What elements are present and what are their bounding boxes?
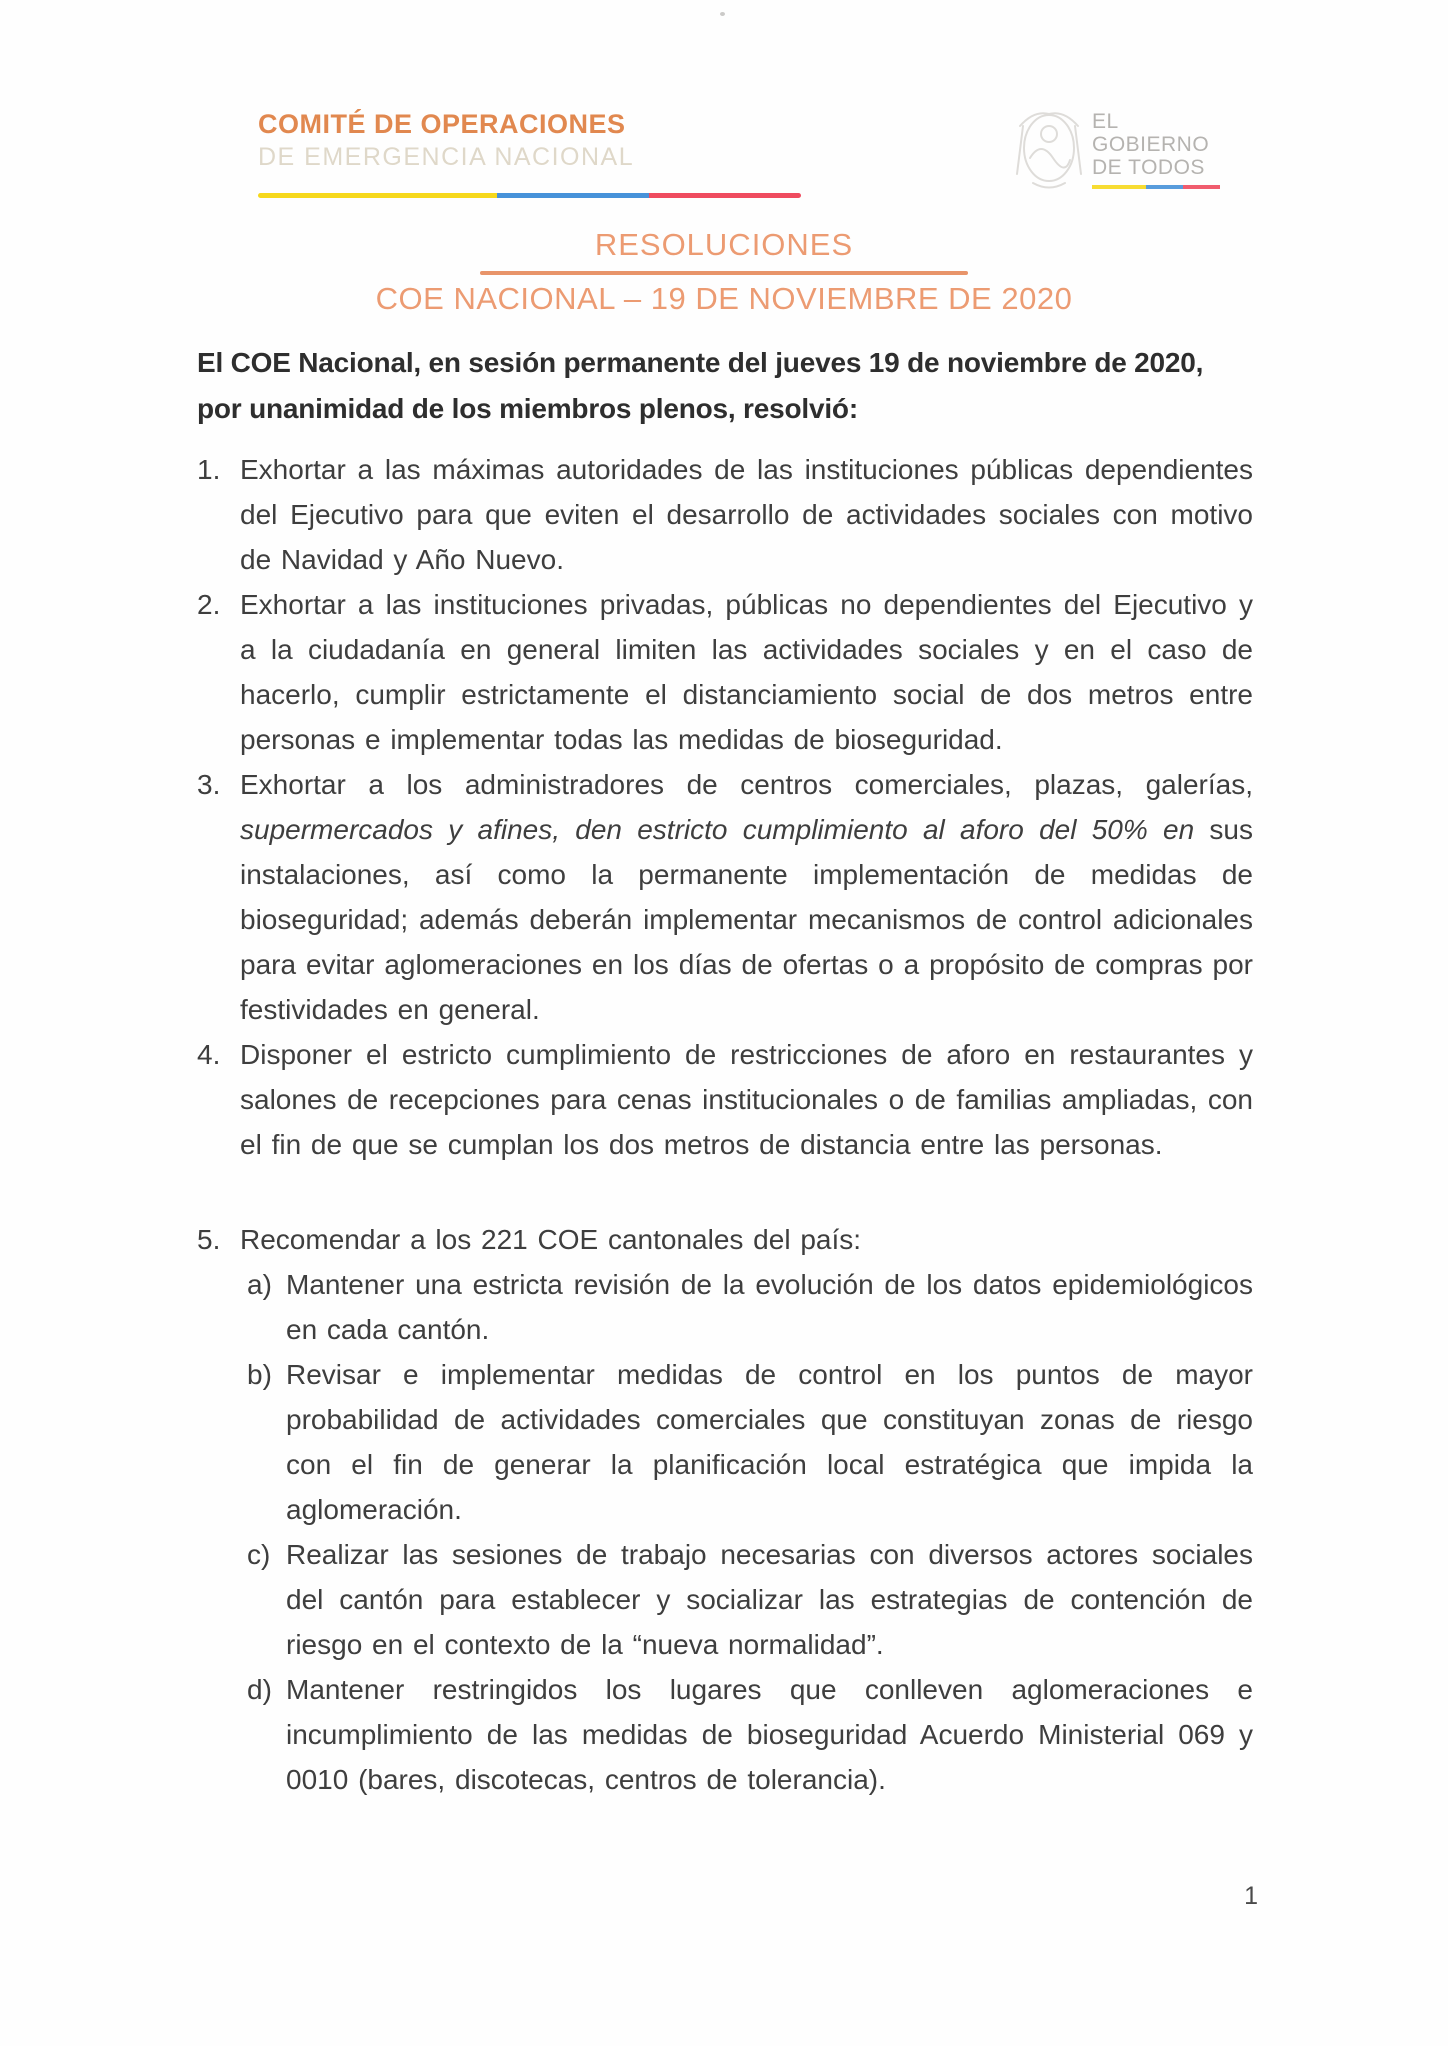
item-letter: b) <box>247 1359 272 1390</box>
item-number: 5. <box>197 1224 221 1255</box>
item-number: 3. <box>197 769 221 800</box>
logo-flag-stripe <box>1092 185 1220 189</box>
org-title: COMITÉ DE OPERACIONES <box>258 109 626 139</box>
document-title: RESOLUCIONES <box>594 227 854 262</box>
gov-logo-line-2: GOBIERNO <box>1092 133 1210 156</box>
page-number: 1 <box>1244 1882 1258 1910</box>
resolution-text: Exhortar a las instituciones privadas, públicas no dependientes del Ejecutivo y a la ciudadanía en general limiten las actividades sociales y en el caso de hacerlo, cumplir estrictamente el distanciamiento social de dos metros entre personas e implementar todas las medidas de bioseguridad. <box>240 589 1253 755</box>
resolution-item-2 <box>197 582 1253 762</box>
item-number: 1. <box>197 454 221 485</box>
item-letter: c) <box>247 1539 271 1570</box>
resolution-item-5 <box>197 1217 1253 1802</box>
scan-artifact-dot <box>720 12 725 16</box>
resolutions-list <box>197 447 1253 1802</box>
gov-logo-line-3: DE TODOS <box>1092 156 1205 179</box>
sub-item-text: Realizar las sesiones de trabajo necesarias con diversos actores sociales del cantón para establecer y socializar las estrategias de contención de riesgo en el contexto de la “nueva normalidad”. <box>286 1539 1253 1660</box>
sub-item-text: Mantener una estricta revisión de la evolución de los datos epidemiológicos en cada cantón. <box>286 1269 1253 1345</box>
gov-logo-line-1: EL <box>1092 110 1119 133</box>
org-header <box>258 108 801 198</box>
item-number: 2. <box>197 589 221 620</box>
item-letter: d) <box>247 1674 272 1705</box>
sub-item-text: Mantener restringidos los lugares que conlleven aglomeraciones e incumplimiento de las medidas de bioseguridad Acuerdo Ministerial 069 y 0010 (bares, discotecas, centros de tolerancia). <box>286 1674 1253 1795</box>
ecuador-flag-divider <box>258 193 801 198</box>
resolution-text <box>240 762 1253 1032</box>
resolution-text: Recomendar a los 221 COE cantonales del país: <box>240 1224 862 1255</box>
item-letter: a) <box>247 1269 272 1300</box>
resolution-item-3 <box>197 762 1253 1032</box>
coat-of-arms-icon <box>1012 96 1086 198</box>
resolution-item-4 <box>197 1032 1253 1167</box>
intro-paragraph: El COE Nacional, en sesión permanente del jueves 19 de noviembre de 2020, por unanimidad de los miembros plenos, resolvió: <box>197 347 1204 424</box>
sub-item-d <box>240 1667 1253 1802</box>
flag-red-stripe <box>1183 185 1220 189</box>
italic-text-segment: supermercados y afines, den estricto cumplimiento al aforo del 50% en <box>240 814 1195 845</box>
sub-item-text: Revisar e implementar medidas de control en los puntos de mayor probabilidad de actividades comerciales que constituyan zonas de riesgo con el fin de generar la planificación local estratégica que impida la aglomeración. <box>286 1359 1253 1525</box>
sub-item-b <box>240 1352 1253 1532</box>
org-subtitle: DE EMERGENCIA NACIONAL <box>258 143 635 171</box>
document-subtitle: COE NACIONAL – 19 DE NOVIEMBRE DE 2020 <box>375 281 1073 316</box>
flag-yellow-stripe <box>258 193 497 198</box>
title-underline <box>480 271 968 275</box>
resolution-text: Disponer el estricto cumplimiento de restricciones de aforo en restaurantes y salones de recepciones para cenas institucionales o de familias ampliadas, con el fin de que se cumplan los dos metros de distancia entre las personas. <box>240 1039 1253 1160</box>
sub-resolutions-list <box>240 1262 1253 1802</box>
sub-item-a <box>240 1262 1253 1352</box>
resolution-item-1 <box>197 447 1253 582</box>
document-body <box>197 340 1253 1802</box>
text-segment: sus instalaciones, así como la permanente implementación de medidas de bioseguridad; además deberán implementar mecanismos de control adicionales para evitar aglomeraciones en los días de ofertas o a propósito de compras por festividades en general. <box>240 814 1253 1025</box>
flag-red-stripe <box>649 193 801 198</box>
flag-blue-stripe <box>1146 185 1183 189</box>
resolution-text: Exhortar a las máximas autoridades de las instituciones públicas dependientes del Ejecutivo para que eviten el desarrollo de actividades sociales con motivo de Navidad y Año Nuevo. <box>240 454 1253 575</box>
sub-item-c <box>240 1532 1253 1667</box>
government-logo <box>1092 110 1220 189</box>
text-segment: Exhortar a los administradores de centros comerciales, plazas, galerías, <box>240 769 1253 800</box>
flag-yellow-stripe <box>1092 185 1146 189</box>
item-number: 4. <box>197 1039 221 1070</box>
flag-blue-stripe <box>497 193 649 198</box>
